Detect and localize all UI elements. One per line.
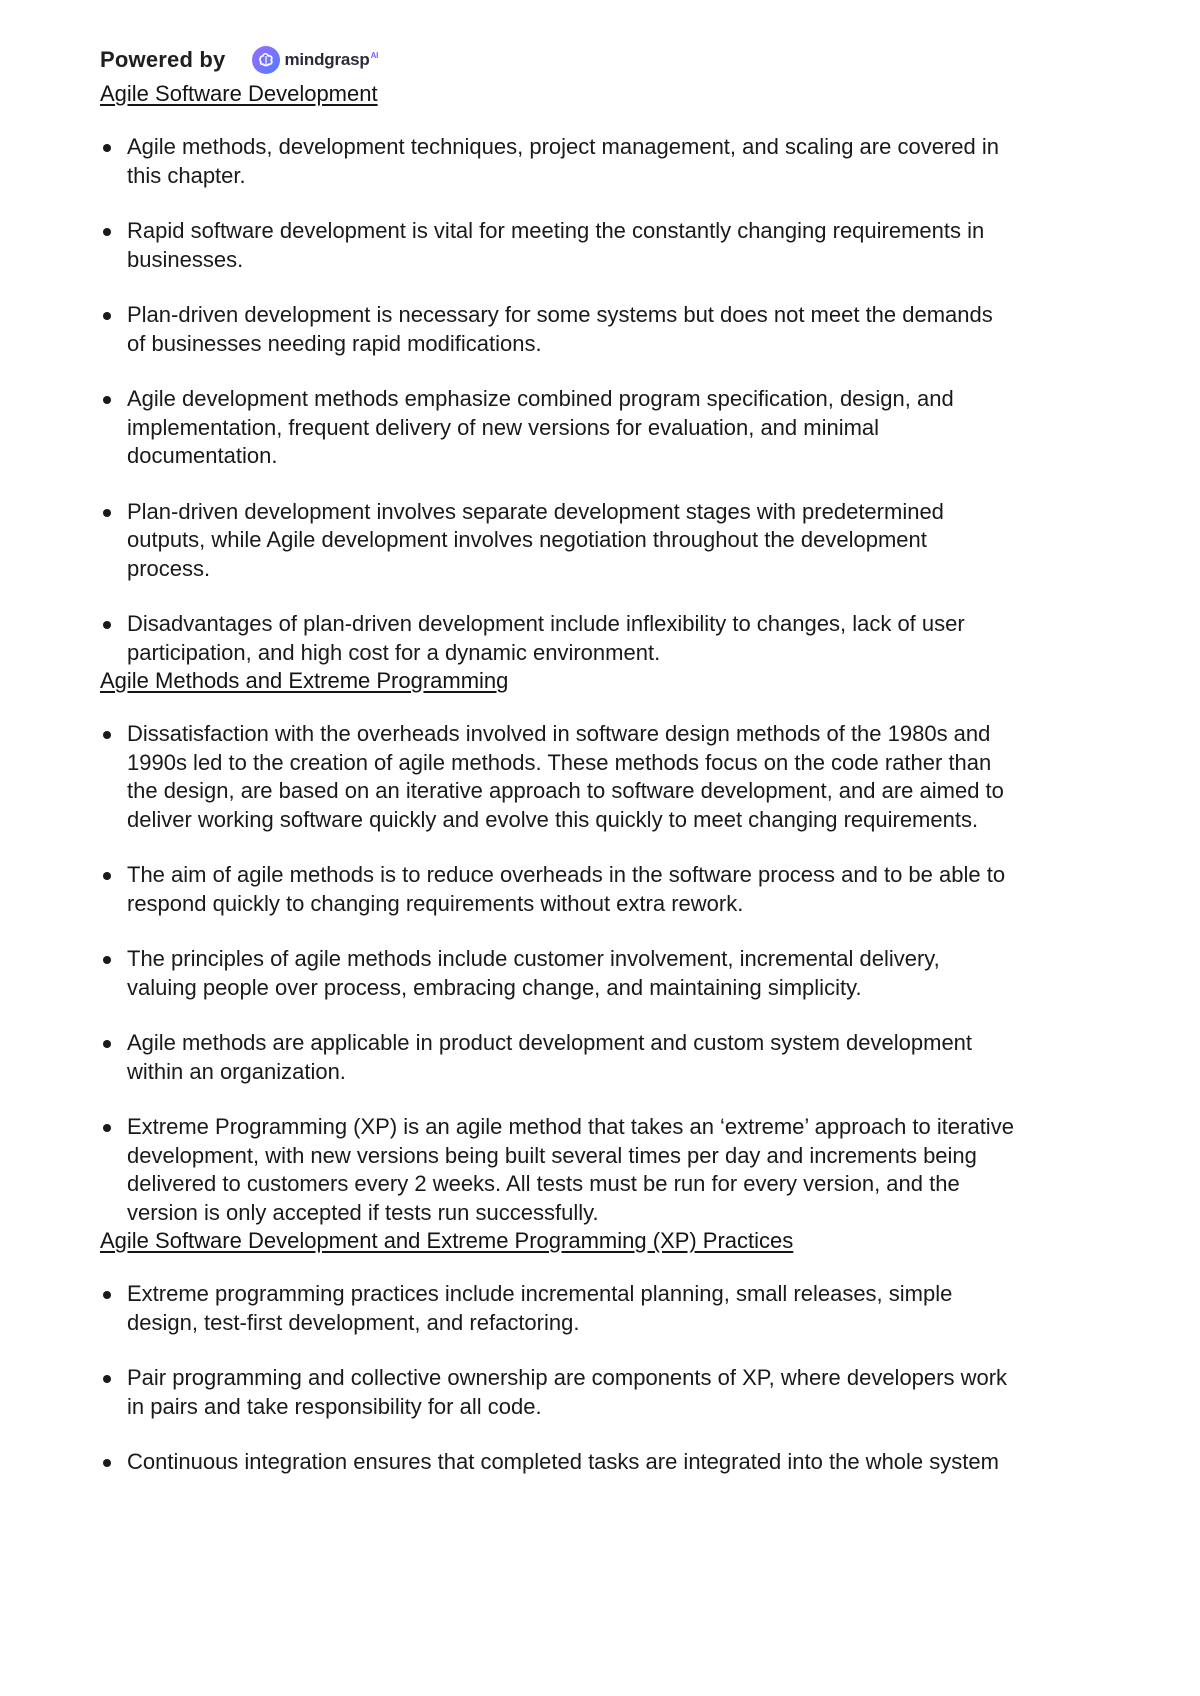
logo-wordmark: mindgrasp$^{AI}$: [284, 50, 379, 69]
brain-icon: [251, 45, 281, 75]
list-item: Disadvantages of plan-driven development include inflexibility to changes, lack of user participation, and high cost for a dynamic environment.: [100, 610, 1100, 667]
mindgrasp-logo[interactable]: [251, 45, 378, 75]
section-heading-agile-methods-xp: Agile Methods and Extreme Programming: [100, 668, 509, 693]
list-item: The principles of agile methods include customer involvement, incremental delivery, valuing people over process, embracing change, and maintaining simplicity.: [100, 945, 1100, 1002]
list-item: Plan-driven development is necessary for some systems but does not meet the demands of businesses needing rapid modifications.: [100, 301, 1100, 358]
bullet-list: [100, 1280, 1100, 1477]
list-item: Continuous integration ensures that completed tasks are integrated into the whole system: [100, 1448, 1100, 1477]
section-heading-xp-practices: Agile Software Development and Extreme Programming (XP) Practices: [100, 1228, 794, 1253]
list-item: Agile development methods emphasize combined program specification, design, and implementation, frequent delivery of new versions for evaluation, and minimal documentation.: [100, 385, 1100, 471]
list-item: Agile methods are applicable in product development and custom system development within an organization.: [100, 1029, 1100, 1086]
section-heading-agile-software-development: Agile Software Development: [100, 81, 378, 106]
brand-header: [100, 40, 1100, 80]
list-item: Rapid software development is vital for meeting the constantly changing requirements in businesses.: [100, 217, 1100, 274]
bullet-list: [100, 133, 1100, 667]
list-item: Agile methods, development techniques, project management, and scaling are covered in this chapter.: [100, 133, 1100, 190]
list-item: Extreme programming practices include incremental planning, small releases, simple design, test-first development, and refactoring.: [100, 1280, 1100, 1337]
list-item: Dissatisfaction with the overheads involved in software design methods of the 1980s and 1990s led to the creation of agile methods. These methods focus on the code rather than the design, are based on an iterative approach to software development, and are aimed to deliver working software quickly and evolve this quickly to meet changing requirements.: [100, 720, 1100, 834]
bullet-list: [100, 720, 1100, 1227]
list-item: Pair programming and collective ownership are components of XP, where developers work in pairs and take responsibility for all code.: [100, 1364, 1100, 1421]
list-item: Plan-driven development involves separate development stages with predetermined outputs, while Agile development involves negotiation throughout the development process.: [100, 498, 1100, 584]
list-item: The aim of agile methods is to reduce overheads in the software process and to be able to respond quickly to changing requirements without extra rework.: [100, 861, 1100, 918]
powered-by-label: Powered by: [100, 47, 226, 72]
list-item: Extreme Programming (XP) is an agile method that takes an ‘extreme’ approach to iterative development, with new versions being built several times per day and increments being delivered to customers every 2 weeks. All tests must be run for every version, and the version is only accepted if tests run successfully.: [100, 1113, 1100, 1227]
